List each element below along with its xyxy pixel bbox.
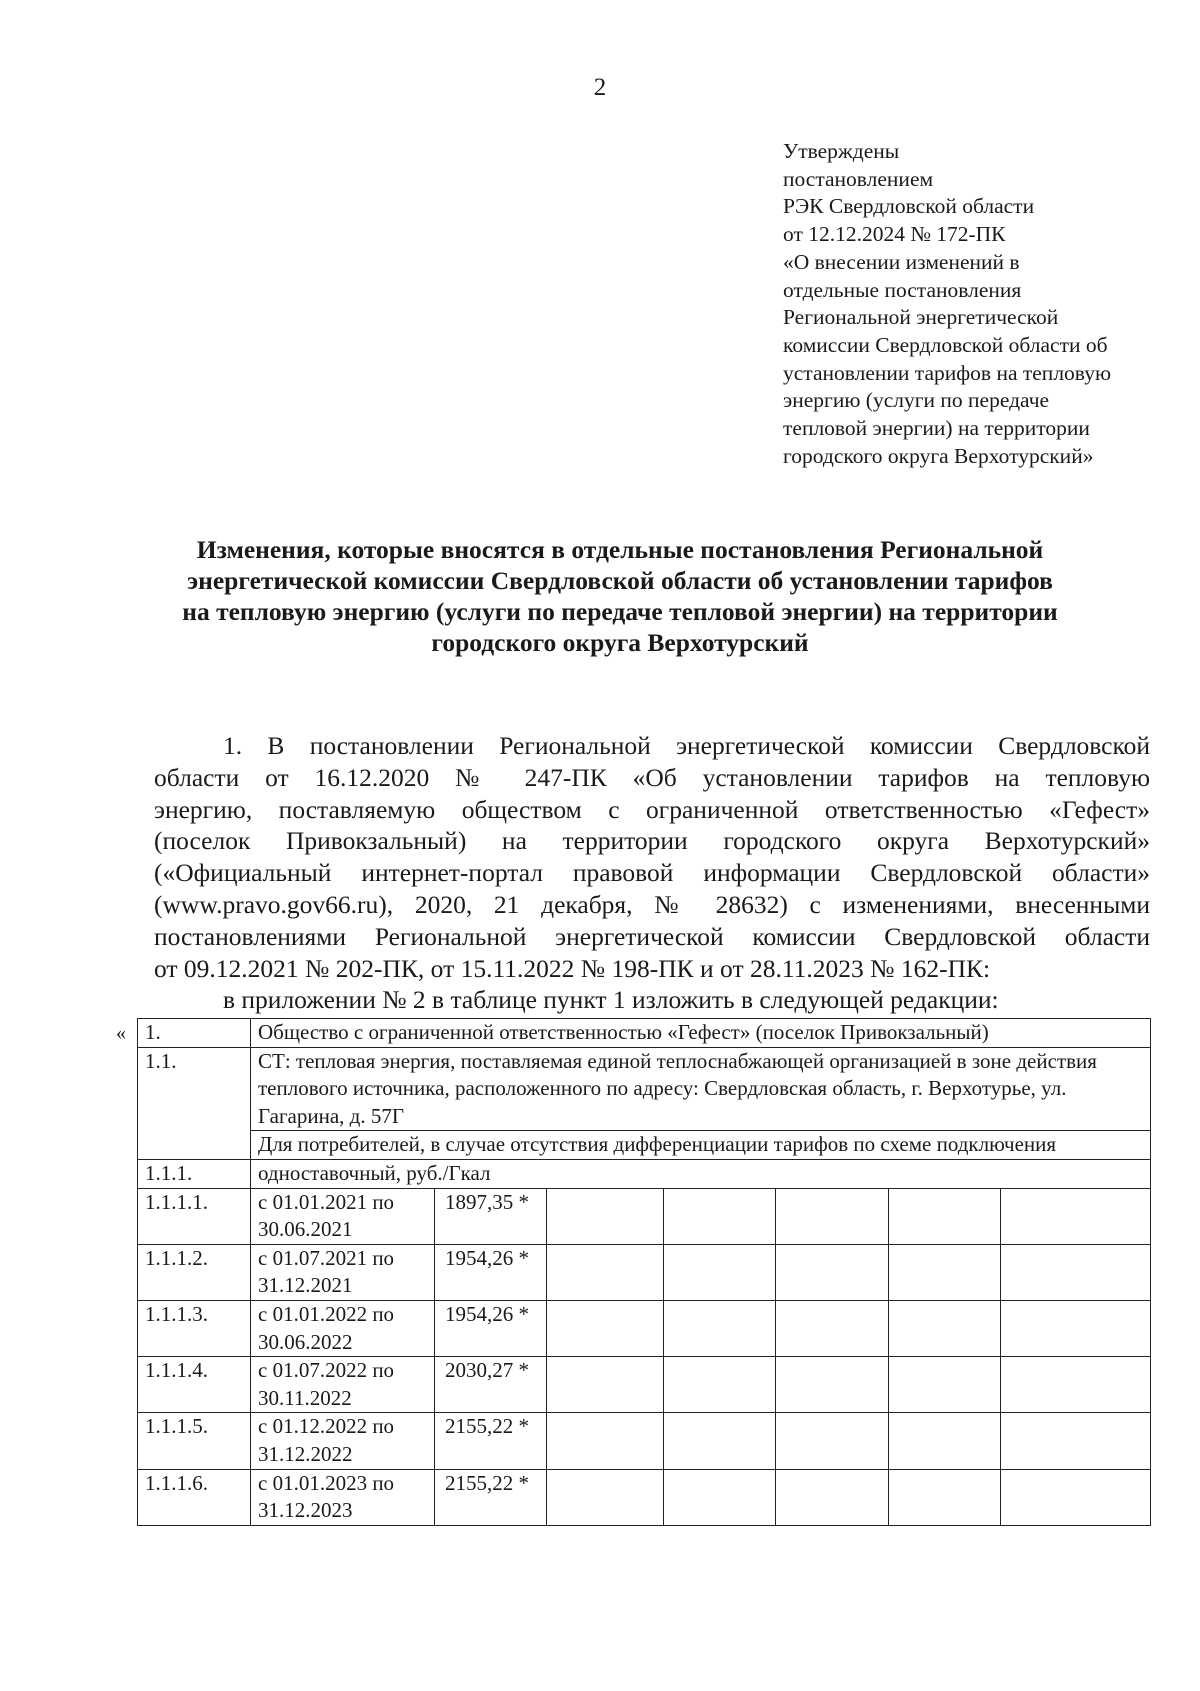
period-start: с 01.01.2022 по [258,1301,395,1326]
approval-line: Утверждены [783,139,900,163]
period-end: 30.06.2021 [258,1217,353,1242]
table-row [138,1188,1151,1244]
empty-cell [547,1244,664,1300]
empty-cell [1001,1300,1151,1356]
empty-cell [664,1300,776,1356]
approval-line: отдельные постановления [783,277,1022,302]
empty-cell [664,1469,776,1525]
period-cell [251,1469,435,1525]
body-line: («Официальный интернет-портал правовой информации Свердловской области» [154,858,1150,888]
empty-cell [776,1244,889,1300]
body-line: области от 16.12.2020 № 247-ПК «Об установлении тарифов на тепловую [154,762,1150,792]
table-row [138,1244,1151,1300]
period-cell [251,1300,435,1356]
approval-line: энергию (услуги по передаче [783,388,1050,413]
page-number: 2 [593,74,607,101]
document-title [140,534,1100,658]
approval-line: установлении тарифов на тепловую [783,360,1112,385]
table-row [138,1131,1151,1160]
empty-cell [547,1357,664,1413]
row-number: 1.1.1.1. [138,1188,251,1244]
row-number: 1.1.1.5. [138,1413,251,1469]
approval-line: от 12.12.2024 № 172-ПК [783,222,1006,247]
empty-cell [776,1469,889,1525]
approval-line: городского округа Верхотурский» [783,443,1094,468]
period-end: 31.12.2022 [258,1441,353,1466]
title-line: энергетической комиссии Свердловской области об установлении тарифов [187,566,1053,595]
tariff-value: 2030,27 * [435,1357,547,1413]
table-row [138,1300,1151,1356]
body-line: в приложении № 2 в таблице пункт 1 изложить в следующей редакции: [223,985,999,1015]
opening-quote: « [116,1022,126,1044]
body-paragraph [154,730,1150,1016]
period-cell [251,1188,435,1244]
empty-cell [776,1300,889,1356]
empty-cell [889,1300,1001,1356]
consumers-description: Для потребителей, в случае отсутствия дифференциации тарифов по схеме подключения [251,1131,1151,1160]
st-description: СТ: тепловая энергия, поставляемая единой теплоснабжающей организацией в зоне действия теплового источника, расположенного по адресу: Свердловская область, г. Верхотурье, ул. Гагарина, д. 57Г [251,1047,1151,1131]
empty-cell [664,1413,776,1469]
rate-type: одноставочный, руб./Гкал [251,1159,1151,1188]
row-number: 1.1. [138,1047,251,1159]
period-cell [251,1244,435,1300]
period-start: с 01.12.2022 по [258,1414,395,1439]
row-number: 1.1.1. [138,1159,251,1188]
approval-line: комиссии Свердловской области об [783,332,1108,357]
tariff-value: 2155,22 * [435,1469,547,1525]
empty-cell [1001,1244,1151,1300]
title-line: городского округа Верхотурский [431,628,809,657]
body-line: (поселок Привокзальный) на территории городского округа Верхотурский» [154,826,1150,856]
empty-cell [1001,1469,1151,1525]
empty-cell [889,1188,1001,1244]
approval-line: Региональной энергетической [783,305,1059,330]
body-line: 1. В постановлении Региональной энергетической комиссии Свердловской [223,731,1150,760]
row-number: 1. [138,1019,251,1048]
empty-cell [547,1413,664,1469]
empty-cell [547,1300,664,1356]
approval-line: постановлением [783,166,934,191]
table-row [138,1469,1151,1525]
row-number: 1.1.1.3. [138,1300,251,1356]
tariff-value: 1954,26 * [435,1244,547,1300]
tariff-table [137,1018,1151,1526]
title-line: на тепловую энергию (услуги по передаче тепловой энергии) на территории [182,597,1058,626]
approval-line: тепловой энергии) на территории [783,416,1090,441]
body-line: от 09.12.2021 № 202-ПК, от 15.11.2022 № 198-ПК и от 28.11.2023 № 162-ПК: [154,953,991,983]
row-number: 1.1.1.4. [138,1357,251,1413]
approval-stamp [783,138,1183,470]
empty-cell [776,1413,889,1469]
approval-line: «О внесении изменений в [783,249,1020,274]
table-row [138,1159,1151,1188]
table-row [138,1047,1151,1131]
approval-line: РЭК Свердловской области [783,194,1035,219]
tariff-value: 2155,22 * [435,1413,547,1469]
table-row [138,1413,1151,1469]
table-row [138,1357,1151,1413]
empty-cell [1001,1413,1151,1469]
period-start: с 01.07.2021 по [258,1245,395,1270]
period-end: 30.06.2022 [258,1329,353,1354]
empty-cell [889,1244,1001,1300]
period-start: с 01.07.2022 по [258,1358,395,1383]
tariff-value: 1897,35 * [435,1188,547,1244]
row-number: 1.1.1.6. [138,1469,251,1525]
period-end: 31.12.2021 [258,1273,353,1298]
empty-cell [889,1357,1001,1413]
period-cell [251,1413,435,1469]
empty-cell [664,1244,776,1300]
empty-cell [1001,1188,1151,1244]
body-line: энергию, поставляемую обществом с ограниченной ответственностью «Гефест» [154,794,1150,824]
tariff-value: 1954,26 * [435,1300,547,1356]
empty-cell [547,1469,664,1525]
period-end: 31.12.2023 [258,1498,353,1523]
period-cell [251,1357,435,1413]
empty-cell [547,1188,664,1244]
empty-cell [889,1469,1001,1525]
empty-cell [776,1357,889,1413]
row-number: 1.1.1.2. [138,1244,251,1300]
empty-cell [776,1188,889,1244]
table-row [138,1019,1151,1048]
period-end: 30.11.2022 [258,1385,352,1410]
org-name: Общество с ограниченной ответственностью «Гефест» (поселок Привокзальный) [251,1019,1151,1048]
period-start: с 01.01.2021 по [258,1189,395,1214]
body-line: постановлениями Региональной энергетической комиссии Свердловской области [154,921,1150,951]
empty-cell [889,1413,1001,1469]
title-line: Изменения, которые вносятся в отдельные постановления Региональной [196,535,1044,564]
period-start: с 01.01.2023 по [258,1470,395,1495]
empty-cell [664,1188,776,1244]
empty-cell [664,1357,776,1413]
body-line: (www.pravo.gov66.ru), 2020, 21 декабря, № 28632) с изменениями, внесенными [154,889,1150,919]
empty-cell [1001,1357,1151,1413]
